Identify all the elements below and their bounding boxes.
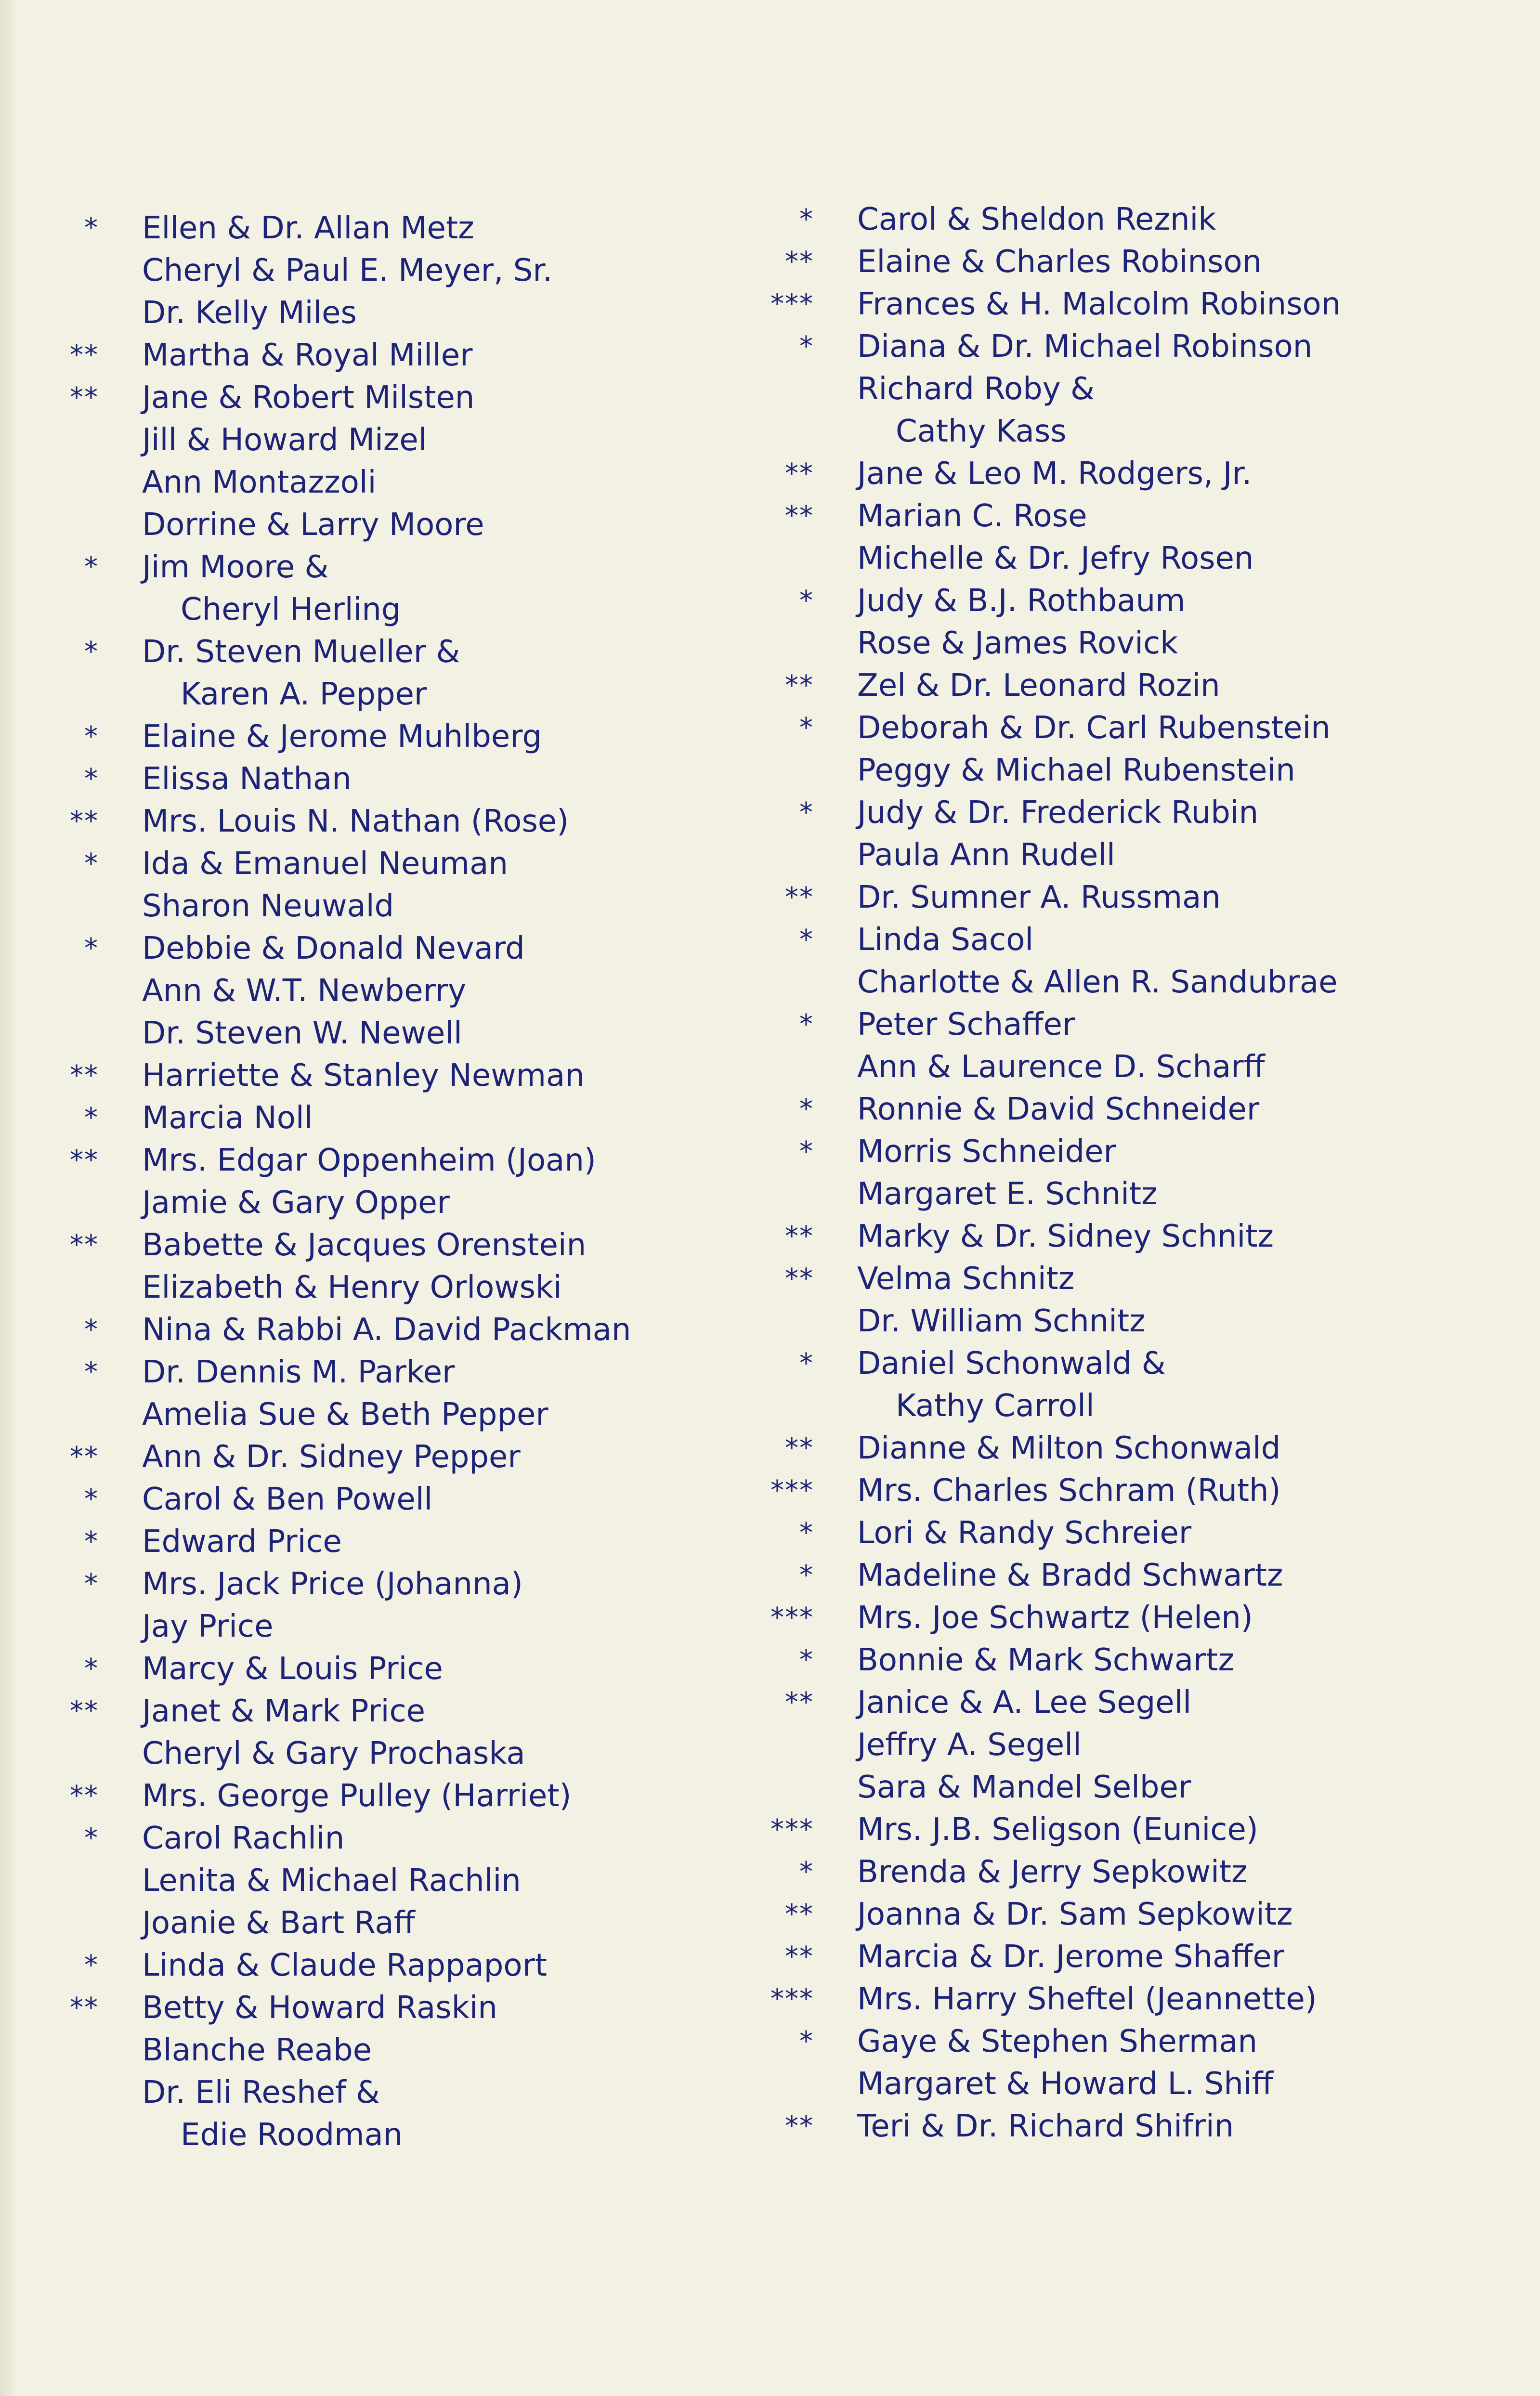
donor-entry xyxy=(814,622,1498,664)
donor-level-mark: ** xyxy=(70,1441,99,1472)
donor-name: Cathy Kass xyxy=(896,414,1067,449)
donor-entry xyxy=(84,1478,754,1521)
donor-entry xyxy=(770,1809,1498,1851)
donor-entry xyxy=(99,419,754,461)
donor-level-mark: * xyxy=(799,331,814,362)
donor-name: Jill & Howard Mizel xyxy=(142,422,427,458)
donor-entry xyxy=(70,800,754,843)
donor-entry xyxy=(814,961,1498,1003)
donor-name: Marky & Dr. Sidney Schnitz xyxy=(857,1219,1274,1254)
donor-level-mark: * xyxy=(84,1314,99,1345)
donor-entry xyxy=(99,504,754,546)
donor-name: Elaine & Jerome Muhlberg xyxy=(142,719,542,755)
donor-name: Edward Price xyxy=(142,1524,342,1560)
donor-entry xyxy=(84,631,754,673)
donor-entry xyxy=(799,919,1498,961)
donor-level-mark: * xyxy=(799,1560,814,1591)
donor-name: Ellen & Dr. Allan Metz xyxy=(142,210,474,246)
donor-name: Velma Schnitz xyxy=(857,1261,1075,1297)
donor-entry xyxy=(84,927,754,970)
donor-entry xyxy=(70,377,754,419)
donor-name: Mrs. Joe Schwartz (Helen) xyxy=(857,1600,1253,1636)
donor-name: Dr. Dennis M. Parker xyxy=(142,1354,455,1390)
donor-list-right xyxy=(770,198,1498,2148)
donor-level-mark: * xyxy=(799,204,814,235)
donor-entry xyxy=(799,2020,1498,2063)
donor-level-mark: * xyxy=(84,763,99,794)
donor-name: Gaye & Stephen Sherman xyxy=(857,2024,1258,2059)
donor-level-mark: ** xyxy=(785,670,814,701)
donor-name: Michelle & Dr. Jefry Rosen xyxy=(857,541,1254,576)
donor-entry xyxy=(799,326,1498,368)
donor-entry xyxy=(799,1639,1498,1681)
donor-name: Daniel Schonwald & xyxy=(857,1346,1166,1381)
donor-entry xyxy=(814,834,1498,876)
donor-level-mark: * xyxy=(799,1009,814,1040)
donor-name: Dr. Kelly Miles xyxy=(142,295,357,331)
donor-name: Marcia Noll xyxy=(142,1100,313,1136)
donor-entry xyxy=(84,1309,754,1351)
donor-name: Marcia & Dr. Jerome Shaffer xyxy=(857,1939,1285,1975)
donor-entry xyxy=(99,2029,754,2071)
donor-name: Cheryl & Gary Prochaska xyxy=(142,1736,525,1771)
donor-name: Jane & Leo M. Rodgers, Jr. xyxy=(857,456,1252,492)
donor-entry xyxy=(785,1427,1498,1470)
donor-entry xyxy=(785,664,1498,707)
donor-name: Morris Schneider xyxy=(857,1134,1116,1170)
donor-level-mark: * xyxy=(84,1526,99,1557)
donor-entry xyxy=(99,1393,754,1436)
donor-entry xyxy=(770,1470,1498,1512)
donor-name: Jay Price xyxy=(142,1609,274,1644)
donor-name: Babette & Jacques Orenstein xyxy=(142,1227,587,1263)
donor-name: Mrs. George Pulley (Harriet) xyxy=(142,1778,572,1814)
donor-level-mark: ** xyxy=(70,1695,99,1727)
donor-name: Richard Roby & xyxy=(857,371,1095,407)
donor-name: Jane & Robert Milsten xyxy=(142,380,475,416)
donor-entry xyxy=(99,249,754,292)
donor-entry xyxy=(814,1766,1498,1809)
donor-level-mark: ** xyxy=(785,1899,814,1930)
donor-level-mark: * xyxy=(84,1356,99,1388)
donor-level-mark: * xyxy=(799,1517,814,1549)
donor-entry xyxy=(70,1139,754,1182)
donor-entry xyxy=(99,292,754,334)
donor-name: Ida & Emanuel Neuman xyxy=(142,846,508,882)
donor-entry xyxy=(814,1046,1498,1088)
donor-entry xyxy=(84,716,754,758)
donor-name: Amelia Sue & Beth Pepper xyxy=(142,1397,548,1432)
donor-name: Zel & Dr. Leonard Rozin xyxy=(857,668,1220,703)
donor-name: Bonnie & Mark Schwartz xyxy=(857,1642,1235,1678)
donor-name: Jim Moore & xyxy=(142,549,329,585)
donor-level-mark: * xyxy=(84,933,99,964)
donor-name: Joanna & Dr. Sam Sepkowitz xyxy=(857,1897,1293,1932)
donor-name: Carol & Sheldon Reznik xyxy=(857,202,1216,237)
donor-entry xyxy=(799,1342,1498,1385)
donor-entry xyxy=(84,1097,754,1139)
donor-level-mark: * xyxy=(84,1568,99,1600)
donor-name: Charlotte & Allen R. Sandubrae xyxy=(857,964,1338,1000)
donor-name: Carol Rachlin xyxy=(142,1821,345,1856)
donor-name: Sara & Mandel Selber xyxy=(857,1770,1191,1805)
donor-entry xyxy=(84,1521,754,1563)
donor-name: Lenita & Michael Rachlin xyxy=(142,1863,521,1899)
donor-name: Ann & Laurence D. Scharff xyxy=(857,1049,1265,1085)
donor-level-mark: * xyxy=(799,924,814,955)
donor-name: Linda & Claude Rappaport xyxy=(142,1948,547,1983)
donor-name: Sharon Neuwald xyxy=(142,888,394,924)
donor-entry xyxy=(84,546,754,588)
donor-name: Harriette & Stanley Newman xyxy=(142,1058,585,1094)
donor-entry xyxy=(99,2071,754,2114)
donor-level-mark: ** xyxy=(785,882,814,913)
donor-entry xyxy=(770,1597,1498,1639)
donor-entry xyxy=(785,453,1498,495)
donor-entry xyxy=(814,537,1498,580)
donor-entry xyxy=(99,1732,754,1775)
donor-level-mark: * xyxy=(799,1136,814,1167)
donor-name: Edie Roodman xyxy=(181,2117,403,2153)
donor-name: Dr. William Schnitz xyxy=(857,1303,1146,1339)
donor-level-mark: ** xyxy=(70,382,99,413)
donor-name: Paula Ann Rudell xyxy=(857,837,1115,873)
donor-entry xyxy=(99,1012,754,1055)
donor-name: Debbie & Donald Nevard xyxy=(142,931,525,966)
donor-name: Frances & H. Malcolm Robinson xyxy=(857,286,1341,322)
donor-entry xyxy=(785,2105,1498,2148)
donor-level-mark: * xyxy=(799,797,814,828)
donor-level-mark: * xyxy=(84,636,99,667)
donor-level-mark: ** xyxy=(70,1229,99,1261)
donor-name: Carol & Ben Powell xyxy=(142,1482,433,1517)
donor-name: Linda Sacol xyxy=(857,922,1034,958)
donor-level-mark: * xyxy=(799,2026,814,2057)
donor-entry xyxy=(99,588,754,631)
donor-level-mark: * xyxy=(84,1653,99,1684)
donor-name: Madeline & Bradd Schwartz xyxy=(857,1558,1283,1593)
donor-level-mark: * xyxy=(84,1950,99,1981)
donor-name: Janet & Mark Price xyxy=(142,1693,425,1729)
donor-entry xyxy=(84,207,754,249)
donor-entry xyxy=(799,707,1498,749)
donor-name: Elaine & Charles Robinson xyxy=(857,244,1262,280)
donor-level-mark: * xyxy=(84,848,99,879)
donor-entry xyxy=(785,1215,1498,1258)
donor-name: Jamie & Gary Opper xyxy=(142,1185,450,1221)
donor-name: Ann & W.T. Newberry xyxy=(142,973,466,1009)
donor-level-mark: * xyxy=(84,1102,99,1133)
donor-name: Dr. Sumner A. Russman xyxy=(857,880,1221,915)
donor-entry xyxy=(70,1987,754,2029)
donor-entry xyxy=(99,970,754,1012)
donor-name: Diana & Dr. Michael Robinson xyxy=(857,329,1313,365)
donor-entry xyxy=(814,368,1498,410)
donor-name: Jeffry A. Segell xyxy=(857,1727,1082,1763)
donor-name: Ann & Dr. Sidney Pepper xyxy=(142,1439,521,1475)
donor-level-mark: * xyxy=(84,721,99,752)
donor-name: Cheryl Herling xyxy=(181,592,401,627)
donor-name: Deborah & Dr. Carl Rubenstein xyxy=(857,710,1331,746)
donor-name: Mrs. J.B. Seligson (Eunice) xyxy=(857,1812,1258,1848)
donor-name: Kathy Carroll xyxy=(896,1388,1095,1424)
donor-level-mark: ** xyxy=(785,1432,814,1464)
donor-entry xyxy=(99,885,754,927)
donor-entry xyxy=(785,1258,1498,1300)
donor-level-mark: * xyxy=(84,212,99,244)
donor-level-mark: *** xyxy=(770,1983,814,2015)
donor-name: Elizabeth & Henry Orlowski xyxy=(142,1270,562,1305)
donor-name: Karen A. Pepper xyxy=(181,677,427,712)
donor-level-mark: ** xyxy=(70,806,99,837)
donor-entry xyxy=(99,461,754,504)
donor-name: Mrs. Edgar Oppenheim (Joan) xyxy=(142,1143,596,1178)
donor-entry xyxy=(770,283,1498,326)
donor-entry xyxy=(814,1173,1498,1215)
donor-name: Cheryl & Paul E. Meyer, Sr. xyxy=(142,253,553,288)
donor-name: Judy & Dr. Frederick Rubin xyxy=(857,795,1259,831)
donor-name: Martha & Royal Miller xyxy=(142,338,473,373)
donor-name: Elissa Nathan xyxy=(142,761,352,797)
donor-level-mark: * xyxy=(799,1348,814,1379)
donor-level-mark: * xyxy=(84,1484,99,1515)
donor-name: Dr. Steven Mueller & xyxy=(142,634,460,670)
donor-entry xyxy=(84,1563,754,1605)
donor-entry xyxy=(785,495,1498,537)
donor-name: Peggy & Michael Rubenstein xyxy=(857,753,1295,788)
donor-entry xyxy=(799,1851,1498,1893)
donor-entry xyxy=(799,1003,1498,1046)
donor-entry xyxy=(814,410,1498,453)
donor-name: Marcy & Louis Price xyxy=(142,1651,443,1687)
donor-entry xyxy=(70,1224,754,1266)
donor-entry xyxy=(799,1554,1498,1597)
donor-entry xyxy=(84,1817,754,1860)
donor-level-mark: ** xyxy=(785,246,814,277)
donor-entry xyxy=(99,1182,754,1224)
donor-entry xyxy=(814,1724,1498,1766)
donor-name: Mrs. Charles Schram (Ruth) xyxy=(857,1473,1281,1509)
donor-name: Blanche Reabe xyxy=(142,2032,372,2068)
page-edge xyxy=(0,0,18,2396)
donor-entry xyxy=(70,1436,754,1478)
donor-entry xyxy=(84,1944,754,1987)
donor-name: Mrs. Jack Price (Johanna) xyxy=(142,1566,523,1602)
donor-name: Dr. Eli Reshef & xyxy=(142,2075,380,2110)
donor-entry xyxy=(814,1300,1498,1342)
donor-level-mark: ** xyxy=(785,2110,814,2142)
donor-entry xyxy=(99,673,754,716)
donor-entry xyxy=(785,241,1498,283)
donor-name: Nina & Rabbi A. David Packman xyxy=(142,1312,631,1348)
donor-level-mark: * xyxy=(84,1823,99,1854)
donor-name: Dr. Steven W. Newell xyxy=(142,1016,462,1051)
donor-name: Mrs. Louis N. Nathan (Rose) xyxy=(142,804,569,839)
donor-name: Margaret & Howard L. Shiff xyxy=(857,2066,1273,2102)
donor-entry xyxy=(70,1055,754,1097)
donor-entry xyxy=(770,1978,1498,2020)
donor-entry xyxy=(99,1605,754,1648)
donor-level-mark: ** xyxy=(785,458,814,489)
donor-level-mark: * xyxy=(799,712,814,743)
donor-level-mark: *** xyxy=(770,288,814,320)
donor-level-mark: * xyxy=(799,1094,814,1125)
donor-level-mark: ** xyxy=(785,1221,814,1252)
donor-name: Joanie & Bart Raff xyxy=(142,1905,415,1941)
donor-name: Ann Montazzoli xyxy=(142,465,377,500)
donor-entry xyxy=(99,1902,754,1944)
donor-entry xyxy=(799,580,1498,622)
donor-name: Dorrine & Larry Moore xyxy=(142,507,484,543)
donor-entry xyxy=(814,749,1498,792)
donor-name: Marian C. Rose xyxy=(857,498,1087,534)
donor-level-mark: ** xyxy=(785,1941,814,1972)
donor-name: Dianne & Milton Schonwald xyxy=(857,1431,1281,1466)
donor-level-mark: ** xyxy=(785,1263,814,1294)
donor-entry xyxy=(785,876,1498,919)
donor-entry xyxy=(814,2063,1498,2105)
donor-entry xyxy=(785,1681,1498,1724)
donor-list-left xyxy=(70,207,754,2156)
donor-level-mark: * xyxy=(799,1856,814,1888)
donor-name: Brenda & Jerry Sepkowitz xyxy=(857,1854,1248,1890)
donor-name: Lori & Randy Schreier xyxy=(857,1515,1192,1551)
donor-entry xyxy=(799,1131,1498,1173)
donor-name: Ronnie & David Schneider xyxy=(857,1092,1260,1127)
donor-level-mark: *** xyxy=(770,1814,814,1845)
donor-entry xyxy=(70,334,754,377)
donor-level-mark: *** xyxy=(770,1602,814,1633)
donor-entry xyxy=(99,1266,754,1309)
donor-level-mark: ** xyxy=(70,339,99,371)
donor-level-mark: ** xyxy=(70,1992,99,2023)
donor-name: Rose & James Rovick xyxy=(857,625,1178,661)
donor-entry xyxy=(799,792,1498,834)
donor-name: Betty & Howard Raskin xyxy=(142,1990,497,2026)
donor-level-mark: ** xyxy=(70,1060,99,1091)
donor-entry xyxy=(785,1893,1498,1936)
donor-entry xyxy=(84,843,754,885)
donor-level-mark: * xyxy=(799,585,814,616)
donor-name: Peter Schaffer xyxy=(857,1007,1075,1042)
donor-level-mark: ** xyxy=(70,1145,99,1176)
donor-entry xyxy=(84,1648,754,1690)
donor-level-mark: ** xyxy=(785,1687,814,1718)
donor-entry xyxy=(84,758,754,800)
donor-level-mark: *** xyxy=(770,1475,814,1506)
donor-name: Judy & B.J. Rothbaum xyxy=(857,583,1186,619)
donor-name: Mrs. Harry Sheftel (Jeannette) xyxy=(857,1981,1317,2017)
donor-entry xyxy=(70,1690,754,1732)
donor-entry xyxy=(99,2114,754,2156)
donor-entry xyxy=(70,1775,754,1817)
donor-name: Teri & Dr. Richard Shifrin xyxy=(857,2109,1234,2144)
donor-level-mark: * xyxy=(799,1644,814,1676)
donor-entry xyxy=(799,198,1498,241)
donor-name: Janice & A. Lee Segell xyxy=(857,1685,1192,1720)
donor-level-mark: ** xyxy=(70,1780,99,1811)
donor-name: Margaret E. Schnitz xyxy=(857,1176,1158,1212)
donor-level-mark: ** xyxy=(785,500,814,532)
donor-entry xyxy=(785,1936,1498,1978)
donor-entry xyxy=(799,1088,1498,1131)
donor-entry xyxy=(799,1512,1498,1554)
donor-level-mark: * xyxy=(84,551,99,583)
donor-entry xyxy=(814,1385,1498,1427)
donor-entry xyxy=(99,1860,754,1902)
donor-entry xyxy=(84,1351,754,1393)
